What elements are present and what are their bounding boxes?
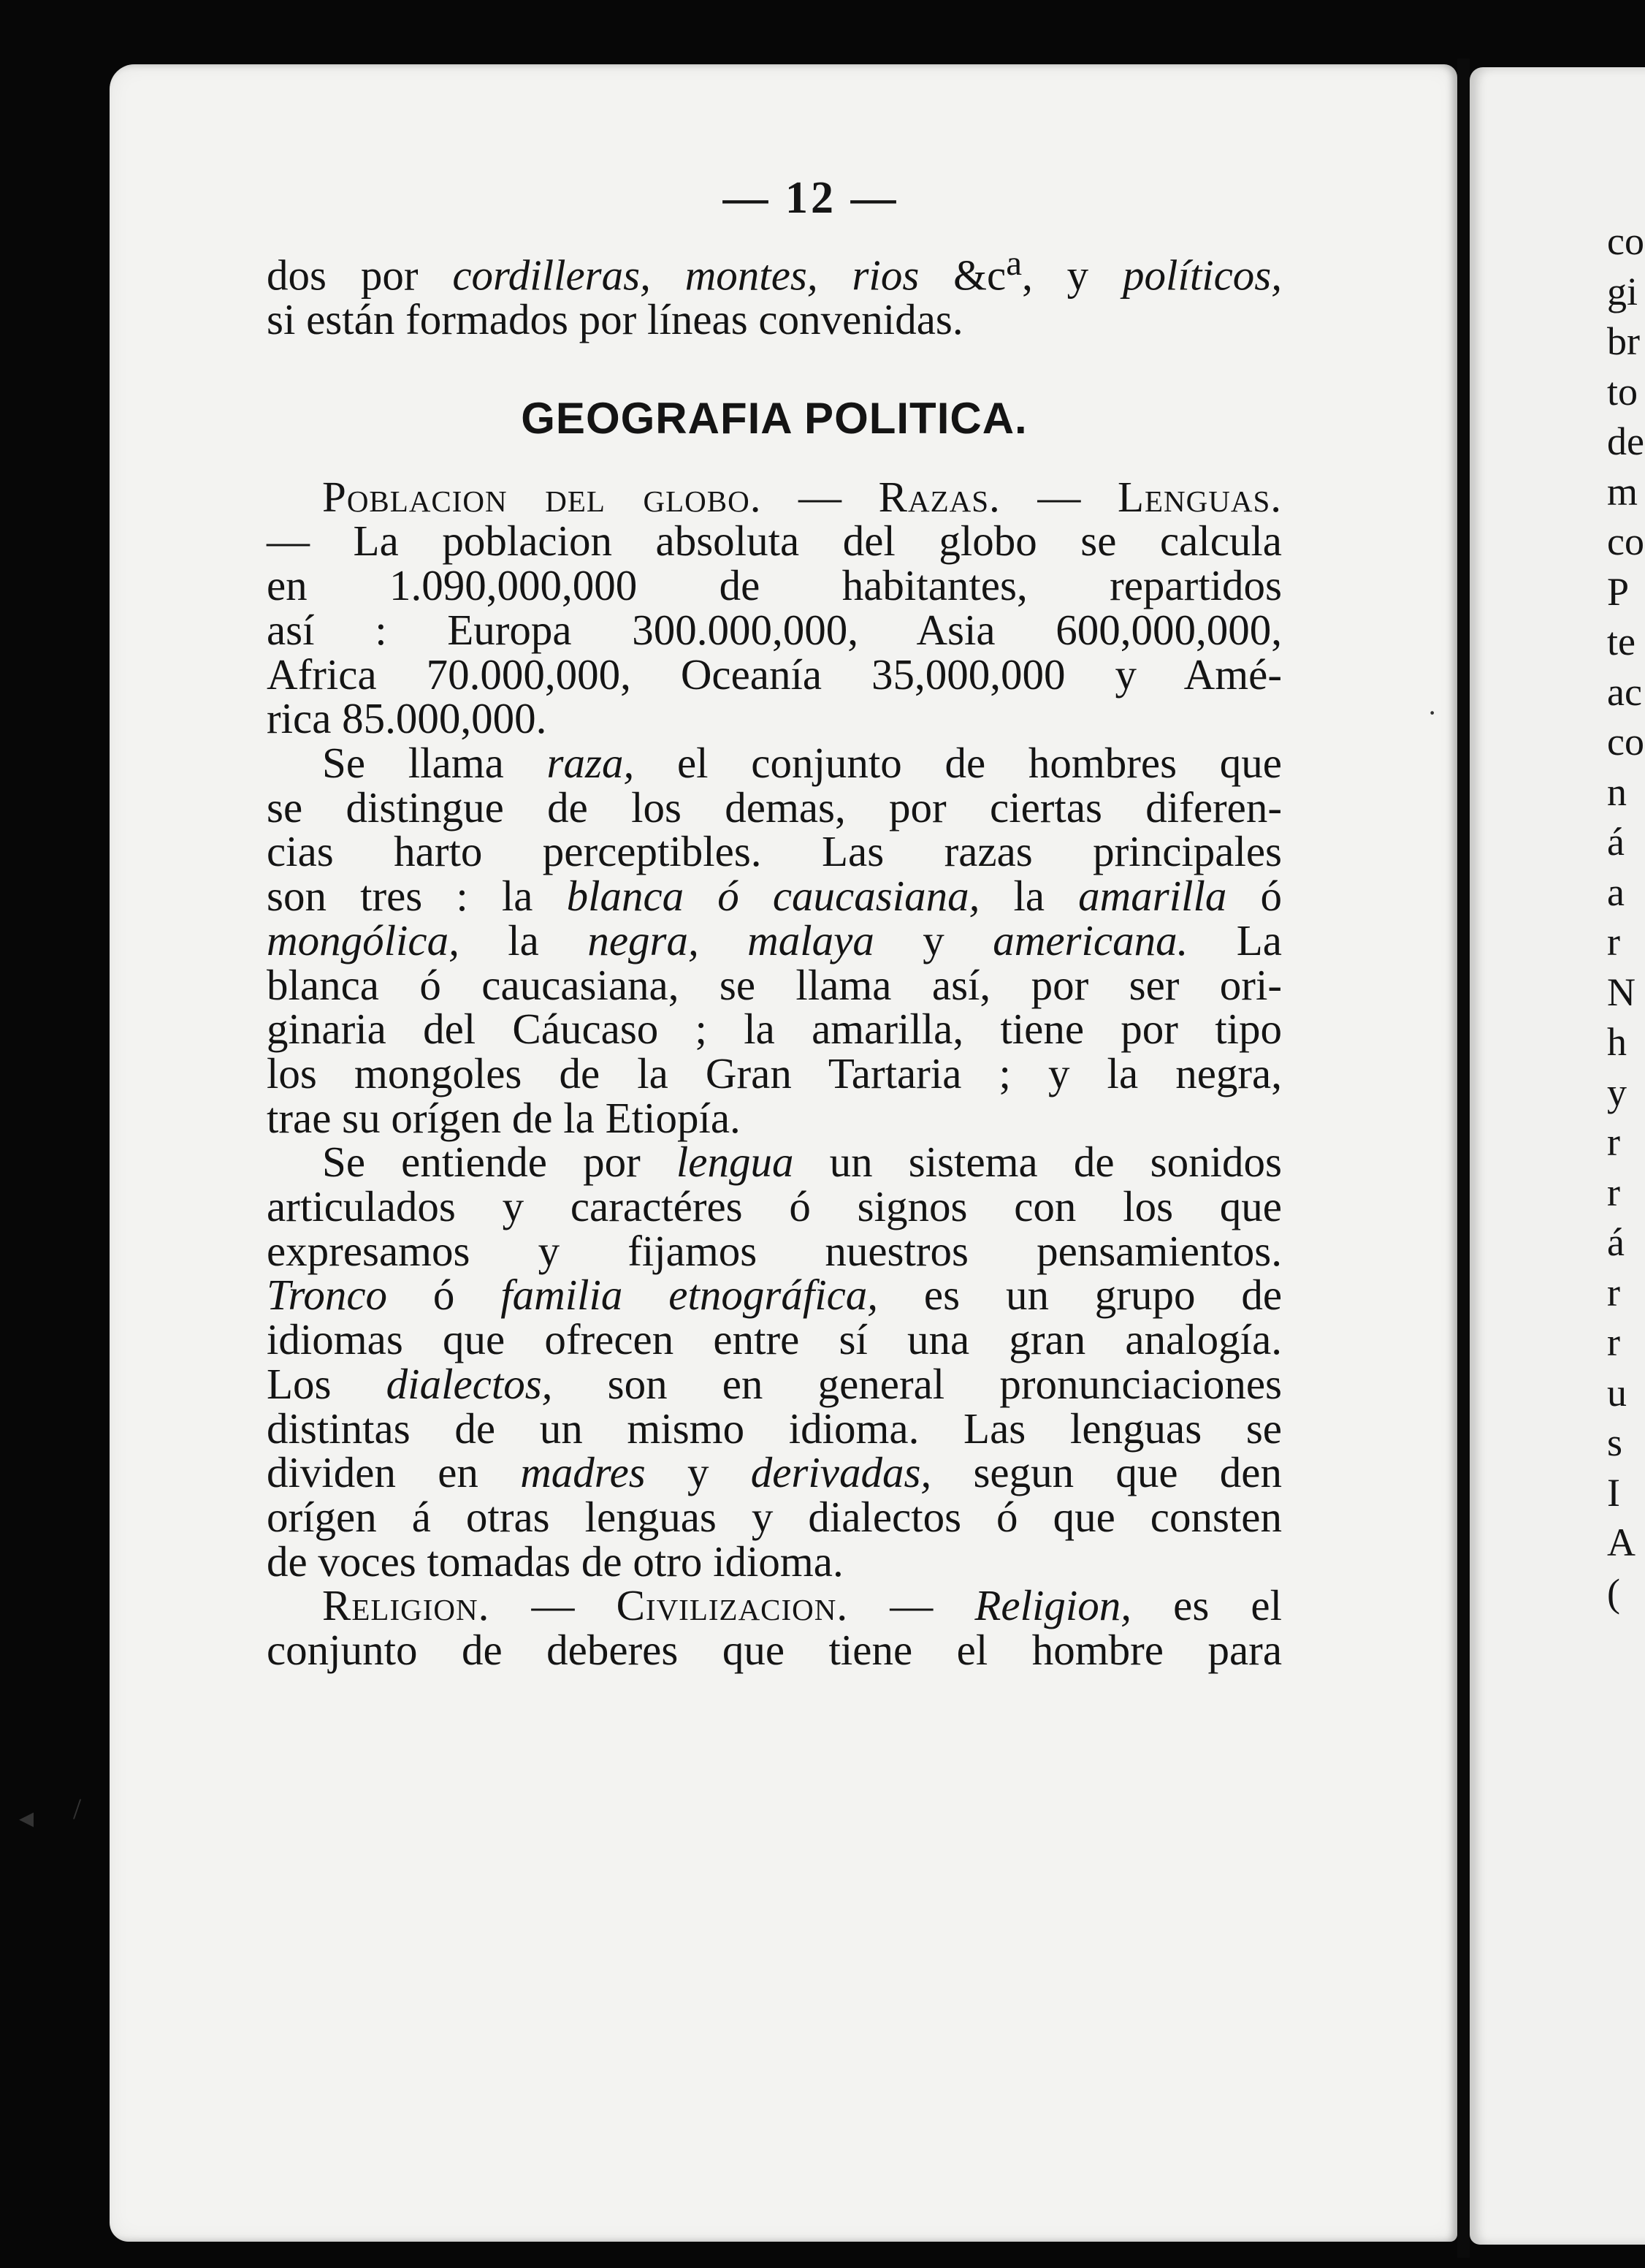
facing-page-fragment: br xyxy=(1607,319,1640,363)
text-line: ginaria del Cáucaso ; la amarilla, tiene por tipo xyxy=(267,1005,1282,1054)
facing-page-fragment: I xyxy=(1607,1470,1620,1515)
section-title-line: Poblacion del globo. — Razas. — Lenguas. xyxy=(322,472,1283,521)
facing-page-fragment: á xyxy=(1607,1220,1625,1264)
text-line: trae su orígen de la Etiopía. xyxy=(267,1093,741,1142)
page-text xyxy=(267,241,1282,1673)
facing-page-fragment: r xyxy=(1607,1320,1620,1364)
text-line: idiomas que ofrecen entre sí una gran analogía. xyxy=(267,1315,1282,1364)
text-line: dividen en madres y derivadas, segun que den xyxy=(267,1448,1282,1497)
text-line: en 1.090,000,000 de habitantes, repartidos xyxy=(267,561,1282,610)
facing-page-fragment: r xyxy=(1607,1120,1620,1164)
page-number: — 12 — xyxy=(722,173,899,223)
text-line: Se entiende por lengua un sistema de sonidos xyxy=(322,1138,1282,1187)
margin-mark: / xyxy=(73,1792,82,1825)
facing-page-fragment: P xyxy=(1607,569,1630,614)
facing-page-fragment: a xyxy=(1607,869,1625,914)
text-line: cias harto perceptibles. Las razas principales xyxy=(267,827,1282,876)
text-line: Los dialectos, son en general pronunciaciones xyxy=(267,1359,1283,1408)
facing-page-fragment: á xyxy=(1607,820,1625,864)
text-line: si están formados por líneas convenidas. xyxy=(267,295,963,344)
facing-page-fragment: y xyxy=(1607,1070,1627,1114)
text-line: expresamos y fijamos nuestros pensamientos. xyxy=(267,1226,1282,1275)
section-title-line: Religion. — Civilizacion. — Religion, es el xyxy=(322,1581,1283,1630)
facing-page-fragment: to xyxy=(1607,369,1638,414)
facing-page-fragment: ( xyxy=(1607,1570,1620,1615)
facing-page-fragment: n xyxy=(1607,769,1627,814)
text-line: blanca ó caucasiana, se llama así, por ser ori- xyxy=(267,960,1282,1009)
facing-page-fragment: co xyxy=(1607,219,1644,263)
text-line: dos por cordilleras, montes, rios $\&c^a$, y políticos, xyxy=(267,243,1283,300)
text-line: distintas de un mismo idioma. Las lenguas se xyxy=(267,1404,1282,1453)
text-line: Tronco ó familia etnográfica, es un grupo de xyxy=(267,1271,1283,1320)
text-line: los mongoles de la Gran Tartaria ; y la negra, xyxy=(267,1049,1282,1097)
facing-page-fragments xyxy=(1607,216,1644,1618)
facing-page-fragment: s xyxy=(1607,1420,1623,1464)
text-line: se distingue de los demas, por ciertas diferen- xyxy=(267,783,1282,832)
margin-mark: · xyxy=(1427,696,1438,729)
facing-page-fragment: de xyxy=(1607,419,1644,463)
facing-page-fragment: ac xyxy=(1607,669,1642,714)
margin-mark: ◂ xyxy=(19,1801,34,1834)
facing-page-fragment: u xyxy=(1607,1370,1627,1415)
facing-page-fragment: h xyxy=(1607,1020,1627,1064)
facing-page-fragment: m xyxy=(1607,469,1638,514)
text-line: rica 85.000,000. xyxy=(267,694,547,743)
facing-page-fragment: te xyxy=(1607,620,1636,663)
text-line: — La poblacion absoluta del globo se calcula xyxy=(267,517,1282,566)
text-line: conjunto de deberes que tiene el hombre para xyxy=(267,1626,1282,1675)
facing-page-fragment: co xyxy=(1607,520,1644,563)
text-line: orígen á otras lenguas y dialectos ó que consten xyxy=(267,1492,1282,1541)
facing-page-fragment: r xyxy=(1607,1170,1620,1214)
facing-page-fragment: co xyxy=(1607,720,1644,764)
facing-page-fragment: r xyxy=(1607,920,1620,964)
text-line: articulados y caractéres ó signos con los que xyxy=(267,1182,1282,1231)
text-line: son tres : la blanca ó caucasiana, la amarilla ó xyxy=(267,872,1282,921)
text-line: Se llama raza, el conjunto de hombres que xyxy=(322,738,1282,787)
text-line: así : Europa 300.000,000, Asia 600,000,000, xyxy=(267,605,1282,654)
facing-page-fragment: A xyxy=(1607,1521,1636,1564)
text-line: de voces tomadas de otro idioma. xyxy=(267,1537,844,1586)
facing-page-fragment: r xyxy=(1607,1270,1620,1314)
facing-page-fragment: gi xyxy=(1607,269,1638,313)
facing-page-fragment: N xyxy=(1607,970,1636,1014)
text-line: mongólica, la negra, malaya y americana. La xyxy=(267,916,1282,964)
text-line: Africa 70.000,000, Oceanía 35,000,000 y Amé- xyxy=(267,650,1282,699)
section-heading: GEOGRAFIA POLITICA. xyxy=(521,394,1028,444)
book-gutter xyxy=(1457,58,1470,2258)
